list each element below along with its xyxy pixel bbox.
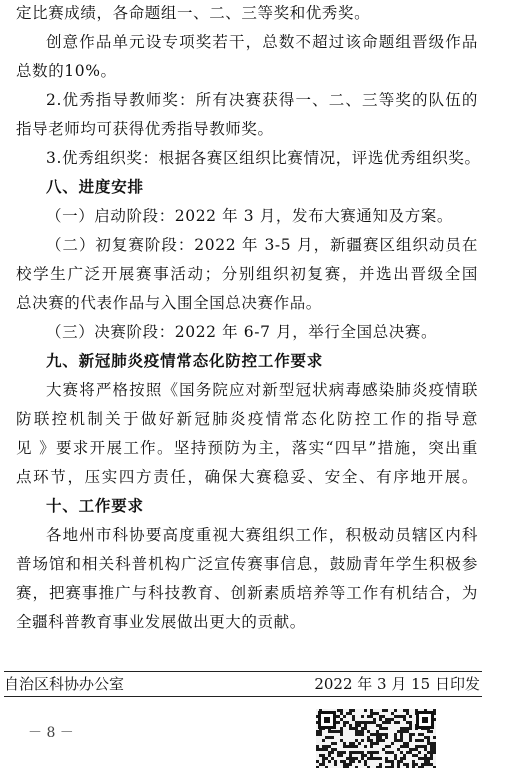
qr-code-graphic	[316, 709, 436, 768]
text-line: 赛，把赛事推广与科技教育、创新素质培养等工作有机结合，为	[16, 584, 478, 602]
text-line: 大赛将严格按照《国务院应对新型冠状病毒感染肺炎疫情联	[46, 381, 478, 399]
text-line: 总数的10%。	[16, 62, 117, 80]
footer-rule-top	[4, 671, 482, 672]
text-line: （三）决赛阶段：2022 年 6-7 月，举行全国总决赛。	[46, 323, 438, 341]
text-line: 全疆科普教育事业发展做出更大的贡献。	[16, 613, 306, 631]
text-line: 总决赛的代表作品与入围全国总决赛作品。	[16, 294, 322, 312]
section-heading: 十、工作要求	[46, 497, 144, 515]
text-line: 见 》要求开展工作。坚持预防为主，落实“四早”措施，突出重	[16, 439, 478, 457]
text-line: 普场馆和相关科普机构广泛宣传赛事信息，鼓励青年学生积极参	[16, 555, 478, 573]
footer-rule-bottom	[4, 696, 482, 697]
text-line: （二）初复赛阶段：2022 年 3-5 月，新疆赛区组织动员在	[46, 236, 478, 254]
text-line: （一）启动阶段：2022 年 3 月，发布大赛通知及方案。	[46, 207, 453, 225]
section-heading: 八、进度安排	[46, 178, 144, 196]
text-line: 定比赛成绩，各命题组一、二、三等奖和优秀奖。	[16, 4, 371, 22]
footer-date: 2022 年 3 月 15 日印发	[314, 675, 480, 693]
page-number: － 8 －	[28, 725, 74, 741]
text-line: 防联控机制关于做好新冠肺炎疫情常态化防控工作的指导意	[16, 410, 478, 428]
text-line: 校学生广泛开展赛事活动；分别组织初复赛，并选出晋级全国	[16, 265, 478, 283]
section-heading: 九、新冠肺炎疫情常态化防控工作要求	[46, 352, 324, 370]
text-line: 指导老师均可获得优秀指导教师奖。	[16, 120, 274, 138]
text-line: 各地州市科协要高度重视大赛组织工作，积极动员辖区内科	[46, 526, 478, 544]
footer-issuer: 自治区科协办公室	[4, 675, 125, 693]
text-line: 点环节，压实四方责任，确保大赛稳妥、安全、有序地开展。	[16, 468, 478, 486]
text-line: 2.优秀指导教师奖：所有决赛获得一、二、三等奖的队伍的	[46, 91, 478, 109]
text-line: 3.优秀组织奖：根据各赛区组织比赛情况，评选优秀组织奖。	[46, 149, 481, 167]
text-line: 创意作品单元设专项奖若干，总数不超过该命题组晋级作品	[46, 33, 478, 51]
